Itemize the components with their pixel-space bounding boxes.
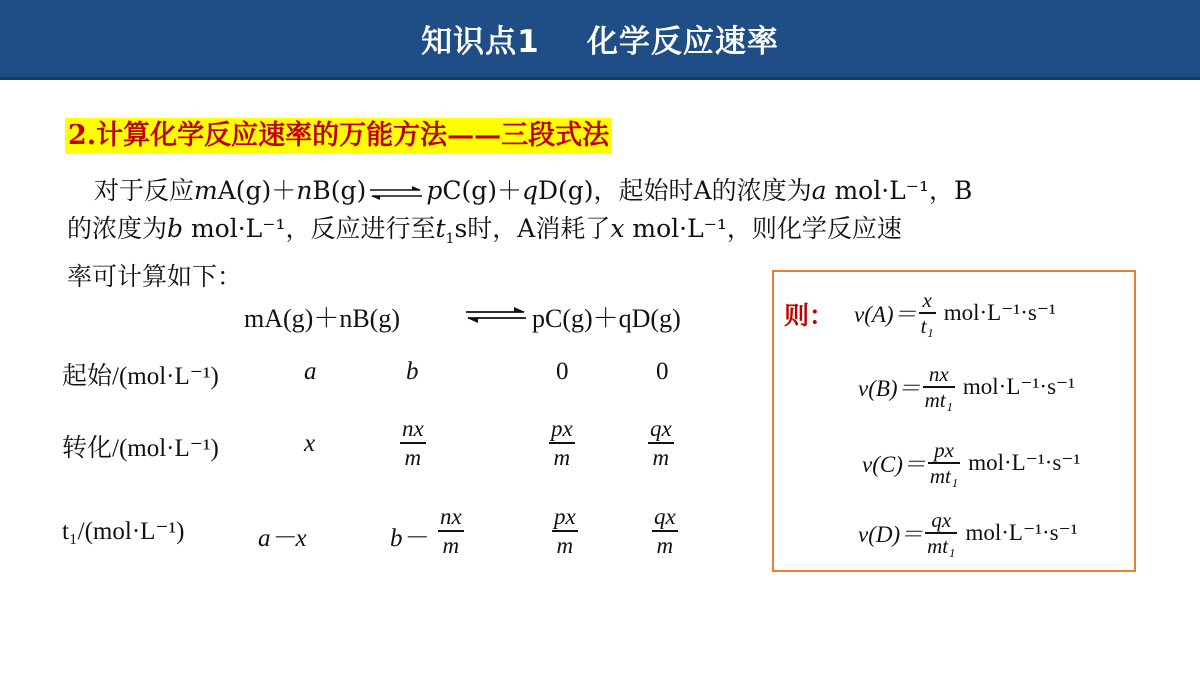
rate-frac [928,438,960,488]
frac-den: mt₁ [924,387,953,412]
rate-unit: mol·L⁻¹·s⁻¹ [962,373,1076,399]
frac-den: m [556,532,574,558]
species-c: C(g)＋ [442,176,522,205]
unit-a: mol·L⁻¹，B [826,176,973,205]
header-bar [0,0,1200,80]
rate-frac [923,362,955,412]
frac-num: nx [402,416,424,441]
equation-right: pC(g)＋qD(g) [532,304,681,333]
cell-t1-c [552,504,578,560]
cell-change-a: x [304,430,316,457]
frac-den: t₁ [920,313,934,338]
frac-num: qx [650,416,672,441]
row-label-t1: t₁/(mol·L⁻¹) [62,518,185,545]
frac-den: m [404,444,422,470]
frac-den: m [652,444,670,470]
row-label-initial: 起始/(mol·L⁻¹) [62,363,219,390]
frac-num: px [551,416,573,441]
section-subtitle: 2.计算化学反应速率的万能方法——三段式法 [65,118,612,154]
coef-n: n [296,176,313,205]
cell-t1-d [652,504,678,560]
frac-num: x [922,288,932,312]
frac-num: qx [931,508,952,532]
rate-lhs: v(A)＝ [854,302,917,328]
rate-lhs: v(B)＝ [858,376,921,402]
frac-num: px [934,438,954,462]
equilibrium-arrow-icon [368,185,424,201]
rate-unit: mol·L⁻¹·s⁻¹ [968,449,1081,475]
para-text-2a: 的浓度为 [67,214,168,243]
rate-frac [919,288,936,338]
rate-vc [862,438,1080,488]
cell-initial-a: a [304,358,317,385]
rate-lhs: v(D)＝ [858,522,924,548]
page-title: 知识点1 化学反应速率 [421,24,779,60]
species-b: B(g) [312,176,367,205]
rate-unit: mol·L⁻¹·s⁻¹ [943,299,1056,325]
cell-change-b [400,416,426,472]
species-a: A(g)＋ [217,176,297,205]
rate-unit: mol·L⁻¹·s⁻¹ [965,519,1078,545]
rate-label: 则： [784,301,835,330]
para-text: 对于反应 [94,176,195,205]
var-x: x [610,214,625,243]
cell-t1-a: a－x [258,525,307,552]
cell-change-c [549,416,575,472]
cell-initial-d: 0 [656,358,669,385]
para-text-2c: mol·L⁻¹，则化学反应速 [624,214,902,243]
rate-frac [925,508,957,558]
rate-formula-box [772,270,1136,572]
rate-vb [858,362,1075,412]
frac-num: nx [440,504,462,529]
frac-num: qx [654,504,676,529]
coef-p: p [426,176,443,205]
var-t: t [435,214,446,243]
row-label-change: 转化/(mol·L⁻¹) [62,435,219,462]
frac-den: mt₁ [929,463,959,488]
frac-num: nx [928,362,949,386]
rate-lhs: v(C)＝ [862,452,926,478]
coef-m: m [194,176,218,205]
frac-den: m [656,532,674,558]
rate-va [854,288,1056,338]
var-a: a [811,176,827,205]
frac-den: mt₁ [927,533,956,558]
var-b: b [167,214,184,243]
frac-den: m [442,532,460,558]
frac-den: m [553,444,571,470]
equilibrium-arrow-icon [464,306,528,324]
para-text-3: 率可计算如下： [67,262,243,291]
species-d: D(g)，起始时A的浓度为 [537,176,812,205]
frac-num: px [554,504,576,529]
cell-t1-b-prefix: b－ [390,525,428,552]
coef-q: q [521,176,538,205]
unit-b: mol·L⁻¹，反应进行至 [183,214,436,243]
para-text-2b: s时，A消耗了 [454,214,611,243]
equation-left: mA(g)＋nB(g) [244,304,400,333]
rate-vd [858,508,1078,558]
cell-initial-b: b [406,358,419,385]
var-t-sub: 1 [445,231,455,247]
cell-initial-c: 0 [556,358,569,385]
cell-t1-b-frac [438,504,464,560]
cell-change-d [648,416,674,472]
